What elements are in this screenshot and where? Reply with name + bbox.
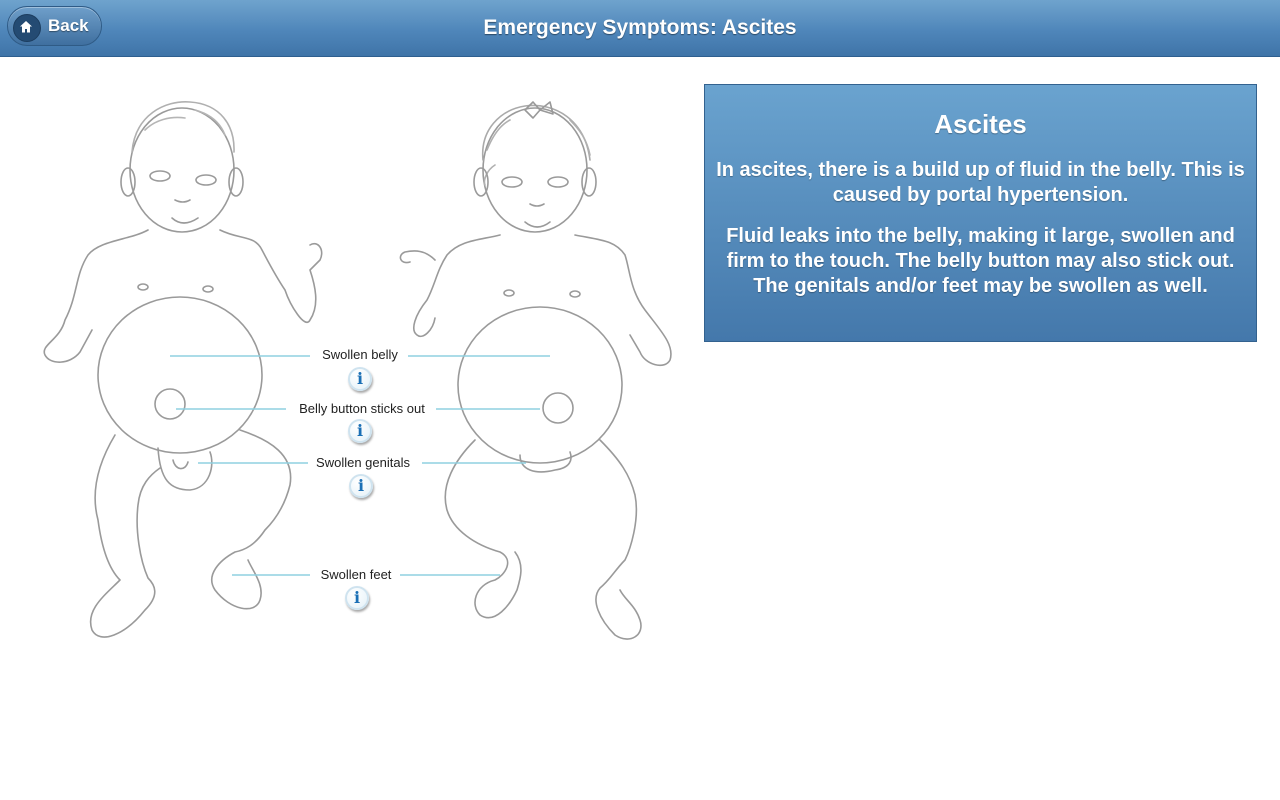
callout-belly-button: Belly button sticks out: [295, 401, 429, 416]
panel-title: Ascites: [934, 109, 1027, 139]
ascites-info-panel: [704, 84, 1257, 342]
back-button-label: Back: [48, 16, 89, 35]
callout-swollen-feet: Swollen feet: [317, 567, 396, 582]
info-icon-swollen-feet[interactable]: i: [345, 586, 369, 610]
callout-swollen-genitals: Swollen genitals: [312, 455, 414, 470]
info-icon-belly-button[interactable]: i: [348, 419, 372, 443]
ascites-illustration: [20, 90, 690, 660]
page-title: Emergency Symptoms: Ascites: [483, 16, 797, 39]
left-baby-figure: [44, 102, 321, 637]
info-icon-swollen-belly[interactable]: i: [348, 367, 372, 391]
right-baby-figure: [400, 102, 671, 639]
callout-swollen-belly: Swollen belly: [318, 347, 402, 362]
panel-paragraph-1: In ascites, there is a build up of fluid in the belly. This is caused by portal hypertension.: [716, 159, 1245, 206]
app-header: [0, 0, 1280, 57]
info-icon-swollen-genitals[interactable]: i: [349, 474, 373, 498]
panel-paragraph-2: Fluid leaks into the belly, making it large, swollen and firm to the touch. The belly button may also stick out. The genitals and/or feet may be swollen as well.: [726, 225, 1235, 297]
